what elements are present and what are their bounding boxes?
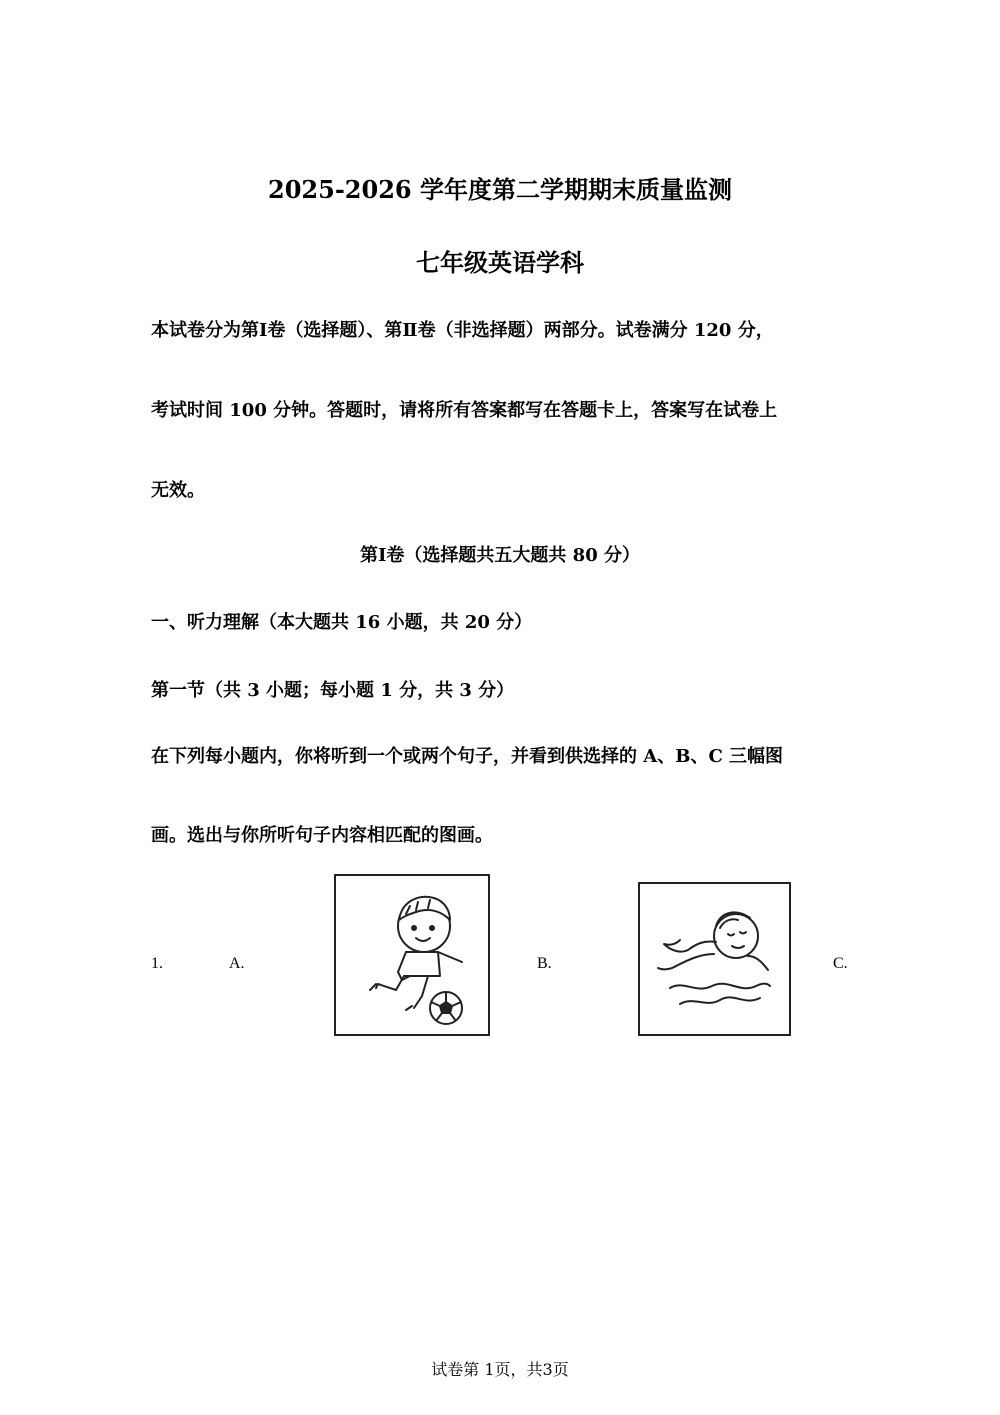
intro-line-1: 本试卷分为第Ⅰ卷（选择题）、第Ⅱ卷（非选择题）两部分。试卷满分 120 分， — [151, 320, 774, 341]
option-a-picture — [334, 874, 490, 1036]
exam-title: 2025-2026 学年度第二学期期末质量监测 — [268, 175, 732, 204]
subsection-title: 第一节（共 3 小题；每小题 1 分，共 3 分） — [151, 680, 515, 701]
option-c-label: C. — [833, 955, 848, 972]
option-a-label: A. — [229, 955, 245, 972]
intro-line-3: 无效。 — [151, 480, 205, 501]
instruction-line-1: 在下列每小题内，你将听到一个或两个句子，并看到供选择的 A、B、C 三幅图 — [151, 746, 784, 767]
person-swimming-icon — [640, 884, 789, 1034]
boy-playing-soccer-icon — [336, 876, 488, 1034]
part-heading: 第Ⅰ卷（选择题共五大题共 80 分） — [359, 545, 640, 566]
instruction-line-2: 画。选出与你所听句子内容相匹配的图画。 — [151, 825, 493, 846]
page-footer: 试卷第 1页，共3页 — [431, 1360, 569, 1379]
section-title: 一、听力理解（本大题共 16 小题，共 20 分） — [151, 612, 533, 633]
exam-subject: 七年级英语学科 — [416, 248, 584, 277]
intro-line-2: 考试时间 100 分钟。答题时，请将所有答案都写在答题卡上，答案写在试卷上 — [151, 400, 778, 421]
option-b-picture — [638, 882, 791, 1036]
option-b-label: B. — [537, 955, 552, 972]
question-number: 1. — [151, 955, 163, 972]
